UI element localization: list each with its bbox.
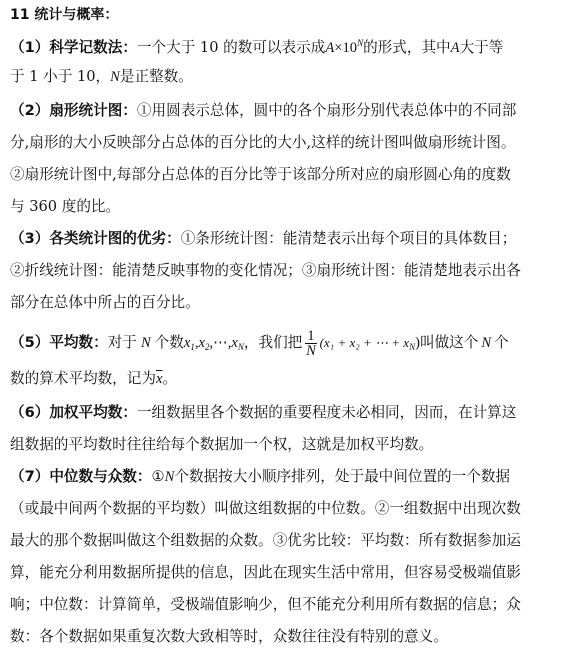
item-median-mode — [10, 467, 565, 647]
item-label: （7）中位数与众数 — [10, 468, 137, 485]
math-var: N — [164, 469, 175, 485]
item-chart-comparison — [10, 229, 565, 313]
body-text: ①条形统计图：能清楚表示出每个项目的具体数目； — [180, 230, 517, 247]
body-text: 分,扇形的大小反映部分占总体的百分比的大小,这样的统计图叫做扇形统计图。 — [10, 134, 516, 151]
math-subscript: N — [237, 342, 244, 352]
body-text: 大于等 — [459, 39, 504, 56]
section-heading: 11 统计与概率： — [10, 7, 119, 23]
math-subscript: N — [409, 342, 416, 352]
body-text: 最大的那个数据叫做这个组数据的众数。③优劣比较：平均数：所有数据参加运 — [10, 532, 521, 549]
body-text: ① — [151, 468, 165, 485]
body-text: ，我们把 — [243, 334, 303, 351]
math-var: x — [231, 335, 238, 351]
math-exponent: N — [357, 38, 364, 48]
body-text: 对于 — [107, 334, 137, 351]
math-ellipsis: ,⋯, — [209, 335, 232, 351]
body-text: 一组数据里各个数据的重要程度未必相同，因而，在计算这 — [136, 404, 517, 421]
body-text: 响；中位数：计算简单，受极端值影响少，但不能充分利用所有数据的信息；众 — [10, 596, 521, 613]
body-text: 数：各个数据如果重复次数大致相等时，众数往往没有特别的意义。 — [10, 628, 448, 645]
body-text: 部分在总体中所占的百分比。 — [10, 294, 200, 311]
label-colon: ： — [166, 230, 181, 247]
body-text: 是正整数。 — [119, 68, 193, 85]
item-label: （5）平均数 — [10, 334, 94, 351]
item-mean — [10, 321, 565, 389]
math-expression: (x₁ + x₂ + ⋯ + x — [319, 335, 410, 350]
item-label: （6）加权平均数 — [10, 404, 123, 421]
body-text: 的形式，其中 — [363, 39, 451, 56]
body-text: 叫做这个 — [419, 334, 479, 351]
body-text: 与 360 度的比。 — [10, 198, 121, 215]
math-var: N — [110, 69, 120, 85]
body-text: ①用圆表示总体，圆中的各个扇形分别代表总体中的不同部 — [136, 102, 517, 119]
body-text: ②扇形统计图中,每部分占总体的百分比等于该部分所对应的扇形圆心角的度数 — [10, 166, 511, 183]
body-text: 一个大于 10 的数可以表示成 — [136, 39, 326, 56]
math-var: A — [325, 40, 335, 56]
fraction-denominator: N — [306, 342, 316, 359]
math-subscript: 2 — [205, 342, 210, 352]
math-subscript: 1 — [190, 342, 195, 352]
fraction — [305, 329, 316, 358]
math-var: x — [198, 335, 205, 351]
item-pie-chart — [10, 101, 565, 217]
label-colon: ： — [93, 334, 108, 351]
item-label: （3）各类统计图的优劣 — [10, 230, 167, 247]
item-scientific-notation — [10, 33, 565, 87]
body-text: 于 1 小于 10， — [10, 68, 111, 85]
body-text: 个 — [494, 334, 509, 351]
math-comma: , — [194, 335, 199, 351]
body-text: 。 — [162, 370, 178, 387]
math-var: A — [450, 40, 460, 56]
body-text: 个数 — [154, 334, 184, 351]
math-var: N — [140, 335, 151, 351]
body-text: 组数据的平均数时往往给每个数据加一个权，这就是加权平均数。 — [10, 436, 434, 453]
math-var: N — [481, 335, 492, 351]
body-text: 数的算术平均数，记为 — [10, 370, 156, 387]
item-label: （2）扇形统计图 — [10, 102, 123, 119]
label-colon: ： — [122, 39, 137, 56]
label-colon: ： — [136, 468, 152, 485]
math-var: x — [183, 335, 191, 351]
body-text: （或最中间两个数据的平均数）叫做这组数据的中位数。②一组数据中出现次数 — [10, 500, 521, 517]
item-label: （1）科学记数法 — [10, 39, 123, 56]
label-colon: ： — [122, 102, 137, 119]
fraction-numerator: 1 — [307, 327, 315, 344]
math-paren: ) — [415, 335, 420, 351]
item-weighted-mean — [10, 403, 565, 455]
body-text: ②折线统计图：能清楚反映事物的变化情况；③扇形统计图：能清楚地表示出各 — [10, 262, 521, 279]
body-text: 个数据按大小顺序排列，处于最中间位置的一个数据 — [174, 468, 511, 485]
math-text: ×10 — [334, 40, 358, 56]
label-colon: ： — [122, 404, 137, 421]
body-text: 算，能充分利用数据所提供的信息，因此在现实生活中常用，但容易受极端值影 — [10, 564, 521, 581]
math-xbar: $\overline{x}$ — [155, 371, 163, 387]
